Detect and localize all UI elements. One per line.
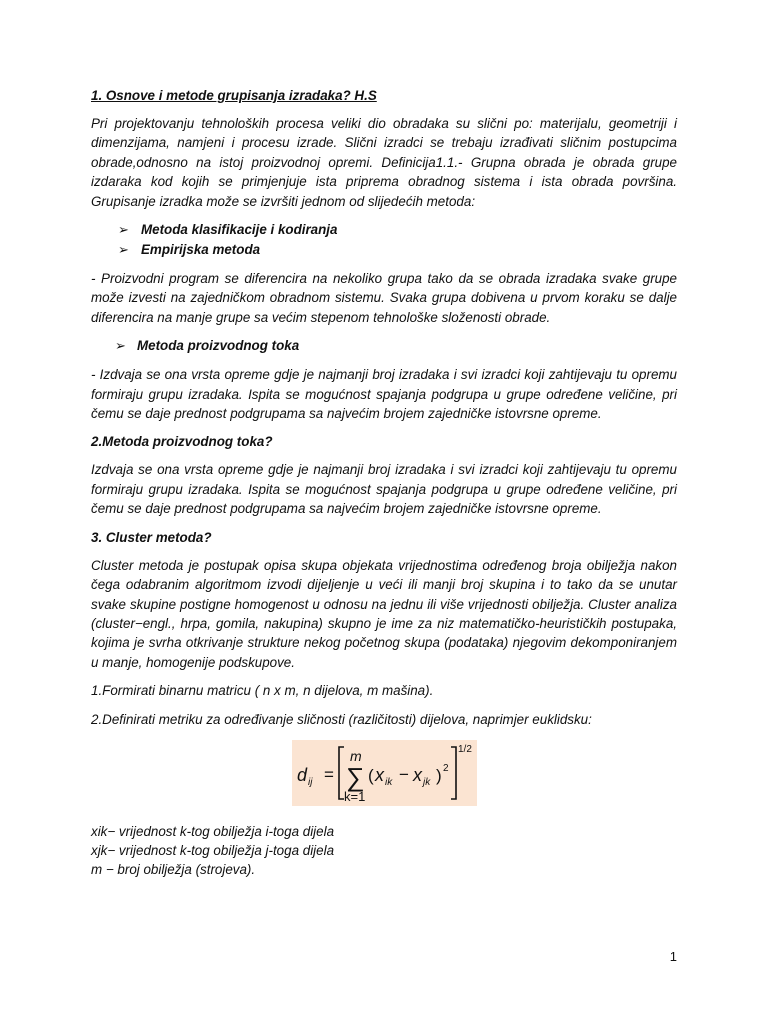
- section-3-paragraph: Cluster metoda je postupak opisa skupa objekata vrijednostima određenog broja obilježja nakon čega odabranim algoritmom izvodi dijeljenje u veći ili manji broj skupina i to tako da se unutar svake skupine postigne homogenost u odnosu na jednu ili više vrijednosti obilježja. Cluster analiza (cluster−engl., hrpa, gomila, nakupina) skupno je ime za niz matematičko-heurističkih postupaka, kojima je svrha otkrivanje strukture nekog početnog skupa (podataka) njegovim dekomponiranjem u manje, homogenije podskupove.: [91, 557, 677, 670]
- list-item-label: Metoda proizvodnog toka: [137, 338, 300, 354]
- x-jk: x: [413, 764, 422, 785]
- inner-exponent: 2: [443, 762, 449, 774]
- variable-definitions: [91, 822, 677, 879]
- formula-lhs-subscript: ij: [308, 776, 313, 788]
- methods-list: [91, 220, 677, 260]
- list-item: [91, 220, 677, 240]
- step-2-text: 2.Definirati metriku za određivanje sličnosti (različitosti) dijelova, naprimjer euklidsku:: [91, 711, 592, 727]
- arrow-bullet-icon: ➢: [118, 222, 129, 238]
- section-2-heading: 2.Metoda proizvodnog toka?: [91, 434, 273, 450]
- page-number: 1: [669, 949, 677, 964]
- right-bracket: [451, 747, 456, 799]
- section-3-heading: 3. Cluster metoda?: [91, 529, 212, 545]
- formula-lhs: d: [297, 764, 308, 785]
- list-item-label: Metoda klasifikacije i kodiranja: [141, 222, 338, 238]
- methods-list-2: [91, 336, 677, 356]
- list-item: [91, 240, 677, 260]
- definition-line: m − broj obilježja (strojeva).: [91, 861, 256, 877]
- x-ik: x: [375, 764, 384, 785]
- sum-upper-limit: m: [350, 747, 362, 764]
- sum-symbol: ∑: [346, 761, 365, 792]
- outer-exponent: 1/2: [458, 743, 472, 755]
- section-1-heading: 1. Osnove i metode grupisanja izradaka? H.S: [91, 88, 377, 103]
- formula-equals: =: [324, 764, 334, 784]
- step-1-text: 1.Formirati binarnu matricu ( n x m, n dijelova, m mašina).: [91, 683, 434, 699]
- flow-method-text: - Izdvaja se ona vrsta opreme gdje je najmanji broj izradaka i svi izradci koji zahtijevaju tu opremu formiraju grupu izradaka. Ispita se mogućnost spajanja podgrupa u grupe određene veličine, pri čemu se daje prednost podgrupama sa najvećim brojem zajedničke istovrsne opreme.: [91, 367, 677, 422]
- arrow-bullet-icon: ➢: [115, 338, 126, 354]
- list-item: [91, 336, 677, 356]
- close-paren: ): [436, 765, 442, 785]
- arrow-bullet-icon: ➢: [118, 242, 129, 258]
- section-2-paragraph: Izdvaja se ona vrsta opreme gdje je najmanji broj izradaka i svi izradci koji zahtijevaju tu opremu formiraju grupu izradaka. Ispita se mogućnost spajanja podgrupa u grupe određene veličine, pri čemu se daje prednost podgrupama sa najvećim brojem zajedničke istovrsne opreme.: [91, 462, 677, 517]
- open-paren: (: [368, 765, 374, 785]
- x-jk-subscript: jk: [423, 776, 431, 788]
- x-ik-subscript: ik: [385, 776, 393, 788]
- minus-sign: −: [399, 764, 409, 784]
- section-1-paragraph: Pri projektovanju tehnoloških procesa veliki dio obradaka su slični po: materijalu, geometriji i dimenzijama, namjeni i procesu izrade. Slični izradci se trebaju izrađivati sličnim postupcima obrade,odnosno na istoj proizvodnoj opremi. Definicija1.1.- Grupna obrada je obrada grupe izdaraka kod kojih se primjenjuje ista priprema obradnog sistema i ista obrada površina. Grupisanje izradka može se izvršiti jednom od slijedećih metoda:: [91, 116, 677, 209]
- list-item-label: Empirijska metoda: [141, 242, 261, 258]
- definition-line: xjk− vrijednost k-tog obilježja j-toga dijela: [91, 842, 335, 858]
- sum-lower-limit: k=1: [344, 788, 366, 804]
- definition-line: xik− vrijednost k-tog obilježja i-toga dijela: [91, 823, 335, 839]
- empirical-method-text: - Proizvodni program se diferencira na nekoliko grupa tako da se obrada izradaka svake grupe može izvesti na zajedničkom obradnom sistemu. Svaka grupa dobivena u prvom koraku se dalje diferencira na manje grupe sa većim stepenom tehnološke složenosti obrade.: [91, 271, 677, 325]
- formula-graphic: [292, 740, 477, 806]
- euclidean-distance-formula: [292, 740, 477, 806]
